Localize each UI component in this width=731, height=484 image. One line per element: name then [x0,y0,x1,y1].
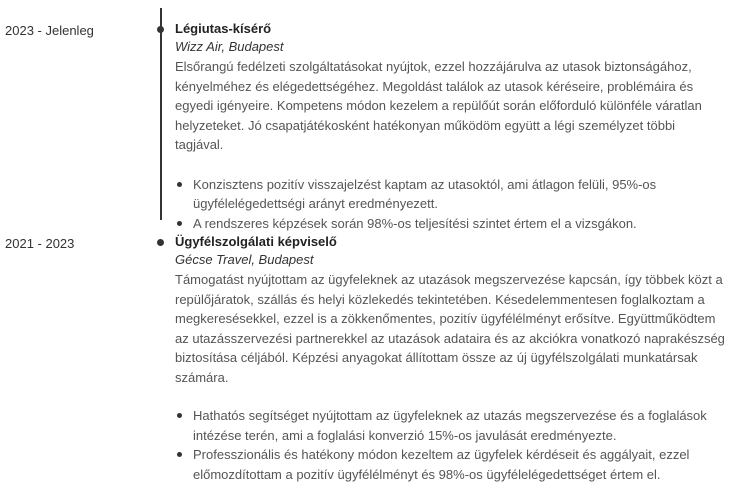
company-location: Gécse Travel, Budapest [175,252,314,267]
timeline-dot [157,239,164,246]
achievement-text: A rendszeres képzések során 98%-os teljesítési szintet értem el a vizsgákon. [193,215,637,231]
timeline-line [160,8,162,220]
job-title: Légiutas-kísérő [175,21,272,36]
bullet-icon [177,413,182,418]
job-title: Ügyfélszolgálati képviselő [175,234,337,249]
entry-content [175,233,725,484]
entry-date: 2023 - Jelenleg [5,23,94,38]
timeline-dot [157,26,164,33]
bullet-icon [177,221,182,226]
achievement-text: Hathatós segítséget nyújtottam az ügyfeleknek az utazás megszervezése és a foglalások intézése terén, ami a foglalási konverzió 15%-os javulását eredményezte. [193,408,707,443]
job-description: Támogatást nyújtottam az ügyfeleknek az utazások megszervezése kapcsán, így többek közt a repülőjáratok, szállás és helyi közlekedés tekintetében. Késedelemmentesen foglalkoztam a megkeresésekkel, ezzel is a zökkenőmentes, pozitív ügyfélélményt erősítve. Együttműködtem az utazásszervezési partnerekkel az utazások adataira és az akciókra vonatkozó naprakészség biztosítása céljából. Képzési anyagokat állítottam össze az új ügyfélszolgálati munkatársak számára. [175,272,725,385]
achievement-text: Konzisztens pozitív visszajelzést kaptam az utasoktól, ami átlagon felüli, 95%-os ügyfélelégedettségi arányt eredményezett. [193,176,657,211]
bullet-icon [177,182,182,187]
achievement-list [175,175,725,234]
achievement-item [175,214,725,234]
entry-content [175,20,725,233]
achievement-text: Professzionális és hatékony módon kezeltem az ügyfelek kérdéseit és aggályait, ezzel előmozdítottam a pozitív ügyfélélményt és 98%-os ügyfélelégedettséget értem el. [193,447,690,482]
achievement-item [175,175,725,214]
achievement-item [175,445,725,484]
company-location: Wizz Air, Budapest [175,39,284,54]
achievement-item [175,406,725,445]
job-description: Elsőrangú fedélzeti szolgáltatásokat nyújtok, ezzel hozzájárulva az utasok biztonságához, kényelméhez és elégedettségéhez. Megoldást találok az utasok kéréseire, problémáira és egyedi igényeire. Kompetens módon kezelem a repülőút során előforduló különféle váratlan helyzeteket. Jó csapatjátékosként hatékonyan működöm együtt a légi személyzet többi tagjával. [175,59,702,152]
bullet-icon [177,452,182,457]
achievement-list [175,406,725,484]
entry-date: 2021 - 2023 [5,236,75,251]
